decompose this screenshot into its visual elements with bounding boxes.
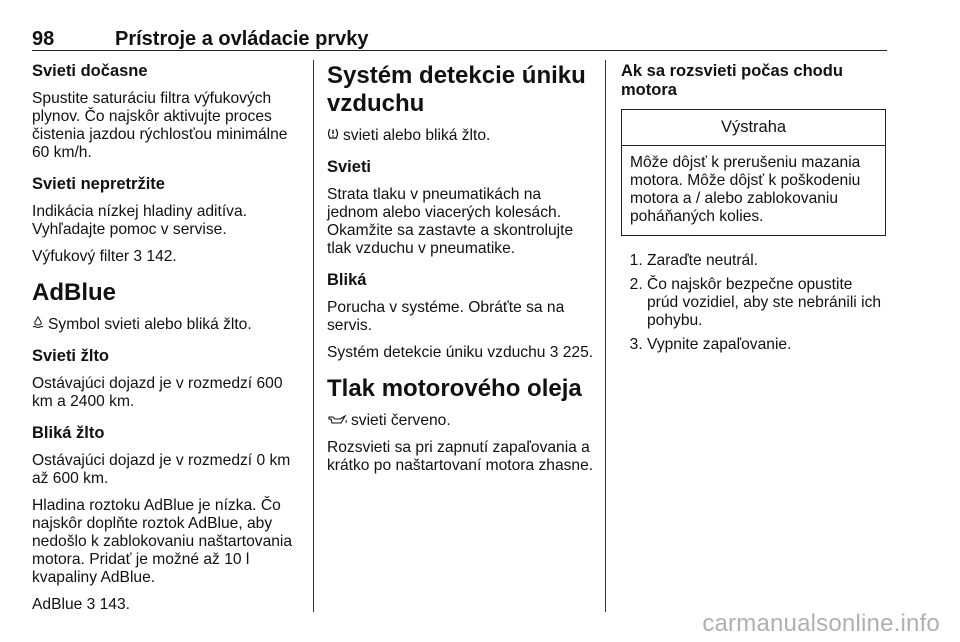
paragraph: Spustite saturáciu filtra výfukových plynov. Čo najskôr aktivujte proces čistenia jazdou rýchlosťou minimálne 60 km/h. <box>32 90 288 161</box>
paragraph: svieti červeno. <box>327 411 595 430</box>
warning-title: Výstraha <box>622 110 885 146</box>
paragraph: Strata tlaku v pneumatikách na jednom alebo viacerých kolesách. Okamžite sa zastavte a skontrolujte tlak vzduchu v pneumatike. <box>327 186 574 257</box>
tire-pressure-icon <box>327 126 339 144</box>
paragraph: Indikácia nízkej hladiny aditíva. Vyhľadajte pomoc v servise. <box>32 203 247 238</box>
section-heading: Svieti nepretržite <box>32 175 165 193</box>
cross-reference[interactable]: AdBlue 3 143. <box>32 596 130 613</box>
column-3 <box>621 62 887 360</box>
adblue-fluid-icon <box>32 315 44 333</box>
column-2 <box>327 62 595 484</box>
paragraph: svieti alebo bliká žlto. <box>327 126 595 145</box>
list-item: 1. Zaraďte neutrál. <box>647 252 887 270</box>
chapter-section-title: AdBlue <box>32 279 116 306</box>
section-heading: Ak sa rozsvieti počas chodu motora <box>621 62 843 99</box>
steps-list <box>621 252 887 354</box>
cross-reference[interactable]: Výfukový filter 3 142. <box>32 248 177 265</box>
warning-box <box>621 109 886 236</box>
paragraph: Symbol svieti alebo bliká žlto. <box>32 315 304 334</box>
chapter-title: Prístroje a ovládacie prvky <box>115 28 369 50</box>
column-divider <box>605 60 606 612</box>
section-heading: Svieti <box>327 158 372 176</box>
list-item: 3. Vypnite zapaľovanie. <box>647 336 887 354</box>
column-1 <box>32 62 304 623</box>
section-heading: Svieti žlto <box>32 347 110 365</box>
paragraph: Rozsvieti sa pri zapnutí zapaľovania a krátko po naštartovaní motora zhasne. <box>327 439 594 474</box>
column-divider <box>313 60 314 612</box>
chapter-section-title: Systém detekcie úniku vzduchu <box>327 62 586 117</box>
section-heading: Svieti dočasne <box>32 62 148 80</box>
paragraph: Hladina roztoku AdBlue je nízka. Čo najskôr doplňte roztok AdBlue, aby nedošlo k zablokovaniu naštartovania motora. Pridať je možné až 10 l kvapaliny AdBlue. <box>32 497 293 586</box>
paragraph: Ostávajúci dojazd je v rozmedzí 600 km a 2400 km. <box>32 375 283 410</box>
warning-text: Môže dôjsť k prerušeniu mazania motora. Môže dôjsť k poškodeniu motora a / alebo zablokovaniu poháňaných kolies. <box>630 154 861 225</box>
section-heading: Bliká <box>327 271 367 289</box>
section-heading: Bliká žlto <box>32 424 105 442</box>
watermark: carmanualsonline.info <box>702 610 940 637</box>
oil-can-icon <box>327 411 347 429</box>
cross-reference[interactable]: Systém detekcie úniku vzduchu 3 225. <box>327 344 594 361</box>
page-header <box>32 26 887 51</box>
list-item: 2. Čo najskôr bezpečne opustite prúd vozidiel, aby ste nebránili ich pohybu. <box>647 276 887 330</box>
page-number: 98 <box>32 28 55 50</box>
paragraph: Ostávajúci dojazd je v rozmedzí 0 km až 600 km. <box>32 452 291 487</box>
chapter-section-title: Tlak motorového oleja <box>327 375 582 402</box>
paragraph: Porucha v systéme. Obráťte sa na servis. <box>327 299 565 334</box>
